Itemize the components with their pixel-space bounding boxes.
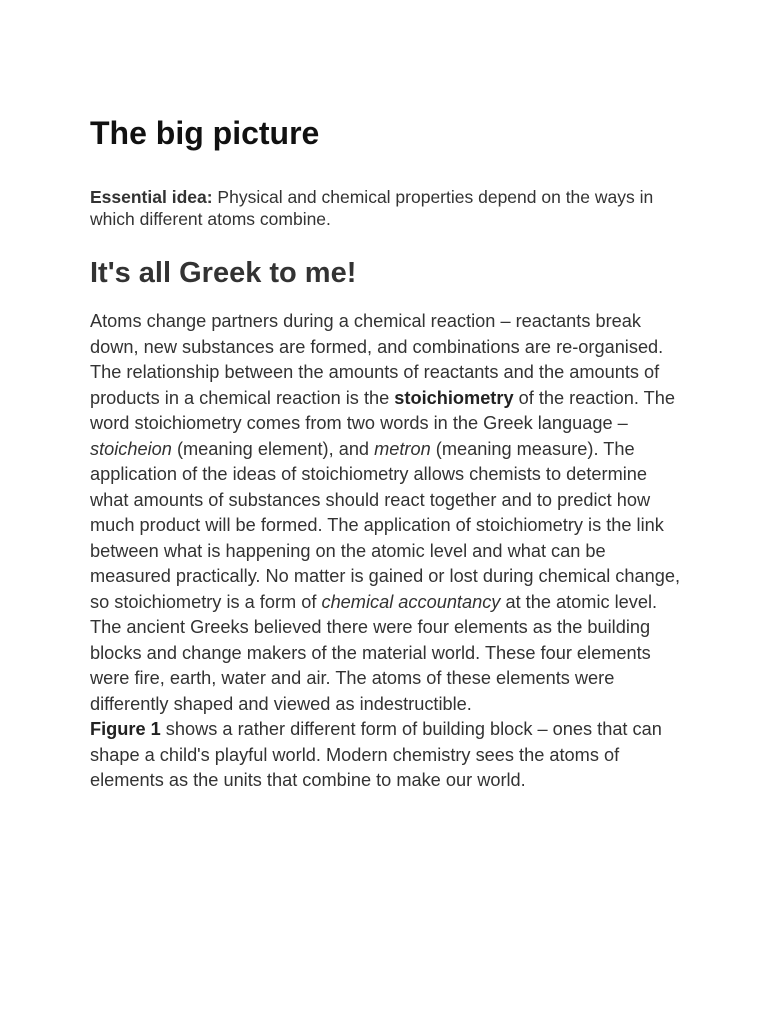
essential-idea-label: Essential idea: bbox=[90, 187, 213, 207]
body-text bbox=[90, 309, 690, 794]
paragraph-text: (meaning element), and bbox=[171, 438, 375, 459]
section-heading: It's all Greek to me! bbox=[90, 257, 357, 289]
italic-term-stoicheion: stoicheion bbox=[90, 438, 172, 459]
paragraph-text: of the reaction. The word stoichiometry comes from two words in the Greek language – bbox=[90, 387, 675, 433]
paragraph-text: shows a rather different form of building block – ones that can shape a child's playful world. Modern chemistry sees the atoms of elements as the units that combine to make our world. bbox=[90, 719, 662, 790]
paragraph-figure-reference bbox=[90, 717, 690, 794]
bold-term-stoichiometry: stoichiometry bbox=[394, 387, 514, 408]
italic-term-chemical-accountancy: chemical accountancy bbox=[321, 591, 501, 612]
paragraph-stoichiometry bbox=[90, 309, 690, 615]
paragraph-text: (meaning measure). The application of the ideas of stoichiometry allows chemists to determine what amounts of substances should react together and to predict how much product will be formed. The application of stoichiometry is the link between what is happening on the atomic level and what can be measured practically. No matter is gained or lost during chemical change, so stoichiometry is a form of bbox=[90, 438, 681, 612]
paragraph-text: at the atomic level. bbox=[500, 591, 658, 612]
essential-idea bbox=[90, 186, 690, 230]
italic-term-metron: metron bbox=[374, 438, 431, 459]
essential-idea-text: Physical and chemical properties depend on the ways in which different atoms combine. bbox=[90, 187, 654, 229]
page-title: The big picture bbox=[90, 115, 320, 151]
paragraph-ancient-greeks: The ancient Greeks believed there were four elements as the building blocks and change makers of the material world. These four elements were fire, earth, water and air. The atoms of these elements were differently shaped and viewed as indestructible. bbox=[90, 617, 651, 714]
paragraph-text: Atoms change partners during a chemical reaction – reactants break down, new substances are formed, and combinations are re-organised. The relationship between the amounts of reactants and the amounts of products in a chemical reaction is the bbox=[90, 311, 664, 408]
figure-reference: Figure 1 bbox=[90, 719, 161, 739]
